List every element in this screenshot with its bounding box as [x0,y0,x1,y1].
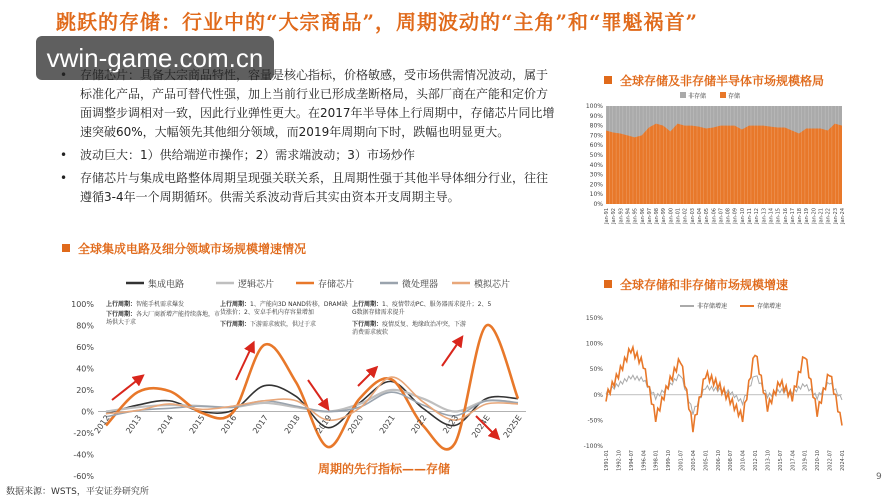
legend-label: 非存储增速 [697,303,728,310]
x-tick-label: 2015 [187,413,207,436]
y-tick-label: 40% [76,364,94,374]
x-tick-label: 2025E [501,413,524,440]
annotation-up: 上行周期：1、产能向3D NAND转移，DRAM缺 [220,301,348,308]
y-tick-label: 100% [585,103,603,110]
legend-label: 逻辑芯片 [238,280,275,290]
trend-arrow [442,340,460,366]
y-tick-label: -50% [587,417,603,425]
annotation-up: 上行周期：智能手机需求爆发 [106,301,185,308]
cycle-annotation [220,300,348,328]
x-tick-label: Jan-13 [761,208,768,224]
x-tick-label: Jan-09 [732,208,739,224]
x-tick-label: 2020-10 [815,450,822,471]
bottom-caption: 周期的先行指标——存储 [318,462,451,476]
x-tick-label: Jan-04 [696,208,703,224]
trend-arrow [358,370,374,386]
x-tick-label: Jan-95 [632,208,639,224]
watermark-banner: vwin-game.com.cn [36,36,274,80]
legend-label: 微处理器 [402,280,439,290]
x-tick-label: 2017-04 [790,450,797,471]
x-tick-label: 2001-07 [678,450,685,471]
cycle-annotation [352,300,491,336]
x-tick-label: 2005-01 [703,450,710,471]
x-tick-label: 2019 [314,413,334,436]
x-tick-label: Jan-12 [754,208,761,224]
x-tick-label: Jan-19 [804,208,811,224]
y-tick-label: 80% [76,321,94,331]
y-tick-label: 30% [589,171,603,179]
x-tick-label: Jan-94 [625,208,632,224]
y-tick-label: 20% [589,181,603,189]
x-tick-label: Jan-17 [789,208,796,224]
legend-label: 存储增速 [757,303,782,310]
x-tick-label: Jan-00 [668,208,675,224]
x-tick-label: Jan-02 [682,208,689,224]
x-tick-label: Jan-14 [768,208,775,224]
y-tick-label: 70% [589,132,603,140]
y-tick-label: 80% [589,122,603,130]
memory-growth-chart [580,296,850,476]
y-tick-label: 150% [585,315,603,322]
x-tick-label: Jan-11 [747,208,754,224]
y-tick-label: 10% [589,191,603,199]
top-right-chart-title: 全球存储及非存储半导体市场规模格局 [604,72,824,89]
y-tick-label: 100% [585,340,603,348]
x-tick-label: Jan-15 [775,208,782,224]
legend-label: 模拟芯片 [474,280,511,290]
legend-swatch [720,92,726,98]
memory-share-chart [580,88,850,248]
bullet-item: • 波动巨大：1）供给端逆市操作；2）需求端波动；3）市场炒作 [56,146,556,165]
y-tick-label: 40% [589,161,603,169]
x-tick-label: 1992-10 [616,450,623,471]
x-tick-label: 2013-10 [765,450,772,471]
x-tick-label: Jan-97 [646,208,653,224]
x-tick-label: 2016 [219,413,239,436]
x-tick-label: 2012-01 [753,450,760,471]
x-tick-label: Jan-92 [611,208,618,224]
page-title: 跳跃的存储：行业中的“大宗商品”，周期波动的“主角”和“罪魁祸首” [56,10,699,34]
annotation-down: 下行周期：疫情反复、地缘政治冲突，下游 [352,321,467,328]
legend-label: 集成电路 [148,280,185,290]
x-tick-label: 2022 [409,413,429,436]
x-tick-label: Jan-10 [739,208,746,224]
y-tick-label: -100% [583,443,603,450]
bullet-item: • 存储芯片：具备大宗商品特性，容量是核心指标，价格敏感，受市场供需情况波动，属于标准化产品，产品可替代性强，加上当前行业已形成垄断格局，头部厂商在产能和定价方面调整步调相对一致，因此行业弹性更大。在2017年半导体上行周期中，存储芯片同比增速突破60%，大幅领先其他细分领域，而2019年周期向下时，跌幅也明显更大。 [56,66,556,142]
annotation-down: 下行周期：各大厂商新增产能持续落地，市 [106,311,221,318]
x-tick-label: 1994-07 [628,450,635,471]
growth-line-1 [606,347,842,432]
y-tick-label: 60% [589,142,603,150]
x-tick-label: Jan-91 [604,208,610,224]
x-tick-label: 2024E [469,413,492,440]
y-tick-label: 50% [589,366,603,374]
y-tick-label: 50% [589,152,603,159]
x-tick-label: 2018 [282,413,302,436]
x-tick-label: Jan-03 [689,208,696,224]
x-tick-label: 2006-10 [715,450,722,471]
x-tick-label: 2020 [346,413,366,436]
square-bullet-icon [604,280,612,288]
square-bullet-icon [604,76,612,84]
y-tick-label: -40% [73,450,94,460]
x-tick-label: 1999-10 [666,450,673,471]
y-tick-label: 60% [76,343,94,352]
x-tick-label: Jan-96 [639,208,646,224]
x-tick-label: 2021 [377,413,397,436]
legend-label: 存储芯片 [318,280,355,290]
y-tick-label: 20% [76,386,94,395]
annotation-down-cont: 消费需求疲软 [352,329,389,336]
x-tick-label: 2017 [251,413,271,436]
segment-growth-chart [56,260,546,482]
x-tick-label: 2022-07 [827,450,834,471]
annotation-down: 下行周期：下游需求疲软，供过于求 [220,321,317,328]
x-tick-label: Jan-99 [661,208,668,224]
x-tick-label: Jan-24 [840,208,846,224]
y-tick-label: 0% [81,407,94,417]
bottom-right-chart-title: 全球存储和非存储市场规模增速 [604,276,788,293]
annotation-up: 上行周期：1、疫情带动PC、服务器需求提升；2、5 [352,301,492,308]
y-tick-label: 0% [593,201,603,208]
x-tick-label: Jan-05 [704,208,711,224]
x-tick-label: 2003-04 [690,450,697,471]
x-tick-label: Jan-16 [782,208,789,224]
y-tick-label: 0% [593,391,603,399]
annotation-up-cont: 货涨价；2、安卓手机内存容量增加 [220,309,314,316]
x-tick-label: Jan-08 [725,208,732,224]
cycle-annotation [106,300,220,326]
x-tick-label: Jan-20 [811,208,818,224]
x-tick-label: 2010-04 [740,450,747,471]
bullet-item: • 存储芯片与集成电路整体周期呈现强关联关系，且周期性强于其他半导体细分行业，往往遵循3-4年一个周期循环。供需关系波动背后其实由资本开支周期主导。 [56,169,556,207]
x-tick-label: 1991-01 [604,450,610,471]
x-tick-label: Jan-22 [825,207,832,224]
x-tick-label: 1998-01 [653,450,660,471]
x-tick-label: Jan-23 [832,208,839,224]
x-tick-label: 2023 [441,413,461,436]
annotation-up-cont: G数据存储需求提升 [352,309,405,316]
annotation-down-cont: 场供大于求 [106,319,137,326]
y-tick-label: -20% [73,429,94,438]
page-number: 9 [876,472,882,482]
x-tick-label: 2024-01 [840,450,846,471]
x-tick-label: Jan-18 [797,208,804,224]
legend-swatch [680,92,686,98]
source-note: 数据来源：WSTS，平安证券研究所 [6,487,149,497]
trend-arrow [308,380,326,406]
x-tick-label: 2013 [124,413,144,436]
y-tick-label: 100% [71,300,94,309]
x-tick-label: 2014 [155,413,176,436]
y-tick-label: 90% [589,112,603,120]
x-tick-label: Jan-01 [675,208,682,224]
x-tick-label: Jan-93 [618,208,625,224]
x-tick-label: Jan-98 [654,208,661,224]
legend-label: 存储 [728,93,741,100]
x-tick-label: 2019-01 [802,450,809,471]
left-chart-title: 全球集成电路及细分领域市场规模增速情况 [62,240,306,257]
x-tick-label: 2008-07 [728,450,735,471]
x-tick-label: Jan-06 [711,208,718,224]
x-tick-label: 2015-07 [777,450,784,471]
x-tick-label: 1996-04 [641,450,648,471]
x-tick-label: Jan-21 [818,208,825,224]
square-bullet-icon [62,244,70,252]
bullet-list [56,66,556,211]
trend-arrow [112,378,140,400]
y-tick-label: -60% [73,472,94,481]
x-tick-label: Jan-07 [718,208,725,224]
x-tick-label: 2012 [92,413,112,436]
legend-label: 非存储 [688,93,707,100]
